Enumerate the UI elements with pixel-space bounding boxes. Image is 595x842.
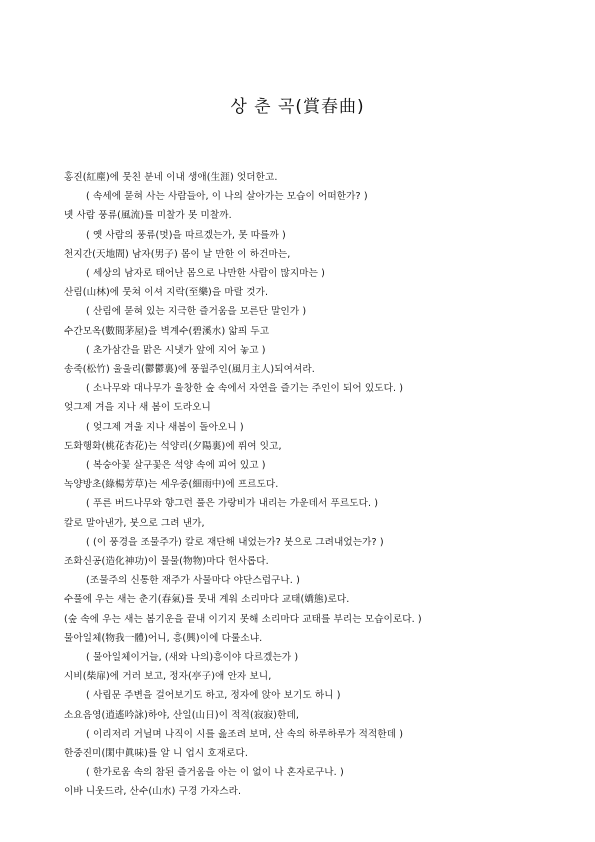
poem-line-translation: ( 엊그제 겨울 지나 새봄이 돌아오니 ) <box>86 421 244 433</box>
poem-line-translation: ( 옛 사람의 풍류(멋)을 따르겠는가, 못 따를까 ) <box>86 229 286 241</box>
poem-line-original: 송죽(松竹) 울울리(鬱鬱裏)에 풍월주인(風月主人)되여셔라. <box>64 364 315 375</box>
poem-line-translation: ( 한가로움 속의 참된 즐거움을 아는 이 없이 나 혼자로구나. ) <box>86 767 344 779</box>
poem-line-translation: ( 세상의 남자로 태어난 몸으로 나만한 사람이 많지마는 ) <box>86 268 325 279</box>
poem-line-original: 수풀에 우는 새는 춘기(春氣)를 뭇내 계워 소리마다 교태(嬌態)로다. <box>64 594 350 606</box>
poem-line-original: 칼로 말아낸가, 붓으로 그려 낸가, <box>64 517 205 529</box>
poem-line-original: 수간모옥(數間茅屋)을 벽계수(碧溪水) 앏픠 두고 <box>64 325 270 337</box>
poem-line-translation: ( 속세에 묻혀 사는 사람들아, 이 나의 살아가는 모습이 어떠한가? ) <box>86 191 368 203</box>
poem-line-original: 소요음영(逍遙吟詠)하야, 산일(山日)이 적적(寂寂)한데, <box>64 709 299 721</box>
poem-line-translation: ( 사립문 주변을 걸어보기도 하고, 정자에 앉아 보기도 하니 ) <box>86 690 341 702</box>
poem-line-original: 이바 니웃드라, 산수(山水) 구경 가자스라. <box>64 786 242 798</box>
poem-line-original: 엊그제 겨을 지나 새 봄이 도라오니 <box>64 402 211 414</box>
poem-line-translation: ( (이 풍경을 조물주가) 칼로 재단해 내었는가? 붓으로 그려내었는가? ) <box>86 536 384 548</box>
document-title: 상 춘 곡(賞春曲) <box>230 97 365 117</box>
poem-line-translation: ( 복숭아꽃 살구꽃은 석양 속에 피어 있고 ) <box>86 460 266 471</box>
poem-line-original: 홍진(紅塵)에 뭇친 분네 이내 생애(生涯) 엇더한고. <box>64 172 278 183</box>
poem-line-original: 녹양방초(綠楊芳草)는 세우중(細雨中)에 프르도다. <box>64 479 279 491</box>
poem-line-original: 한중진미(閑中眞味)를 알 니 업시 호재로다. <box>64 748 248 759</box>
poem-line-original: 시비(柴扉)에 거러 보고, 정자(亭子)애 안자 보니, <box>64 671 272 683</box>
poem-line-translation: ( 초가삼간을 맑은 시냇가 앞에 지어 놓고 ) <box>86 344 266 356</box>
poem-line-translation: ( 소나무와 대나무가 울창한 숲 속에서 자연을 즐기는 주인이 되어 있도다. ) <box>86 383 404 395</box>
poem-line-original: 산림(山林)에 뭇쳐 이셔 지락(至樂)을 마랄 것가. <box>64 287 269 299</box>
poem-line-original: 천지간(天地間) 남자(男子) 몸이 날 만한 이 하건마는, <box>64 248 291 260</box>
poem-line-original: 녯 사람 풍류(風流)를 미찰가 못 미찰까. <box>64 210 232 222</box>
poem-line-translation: ( 이리저리 거닐며 나직이 시를 읊조려 보며, 산 속의 하루하루가 적적한데 ) <box>86 728 404 740</box>
poem-line-original: 조화신공(造化神功)이 물물(物物)마다 헌사롭다. <box>64 556 269 567</box>
poem-line-original: 물아일체(物我一體)어니, 흥(興)이에 다룰소냐. <box>64 632 263 644</box>
poem-line-translation: ( 산림에 묻혀 있는 지극한 즐거움을 모른단 말인가 ) <box>86 306 307 318</box>
poem-line-translation: (조물주의 신통한 재주가 사물마다 야단스럽구나. ) <box>86 575 300 587</box>
poem-line-translation: ( 푸른 버드나무와 향그런 풀은 가랑비가 내리는 가운데서 푸르도다. ) <box>86 498 379 510</box>
poem-line-original: 도화행화(桃花杏花)는 석양리(夕陽裏)에 퓌여 잇고, <box>64 440 282 452</box>
poem-line-translation: (숲 속에 우는 새는 봄기운을 끝내 이기지 못해 소리마다 교태를 부리는 모습이로다. ) <box>64 613 422 625</box>
poem-line-translation: ( 물아일체이거늘, (새와 나의)흥이야 다르겠는가 ) <box>86 652 299 663</box>
